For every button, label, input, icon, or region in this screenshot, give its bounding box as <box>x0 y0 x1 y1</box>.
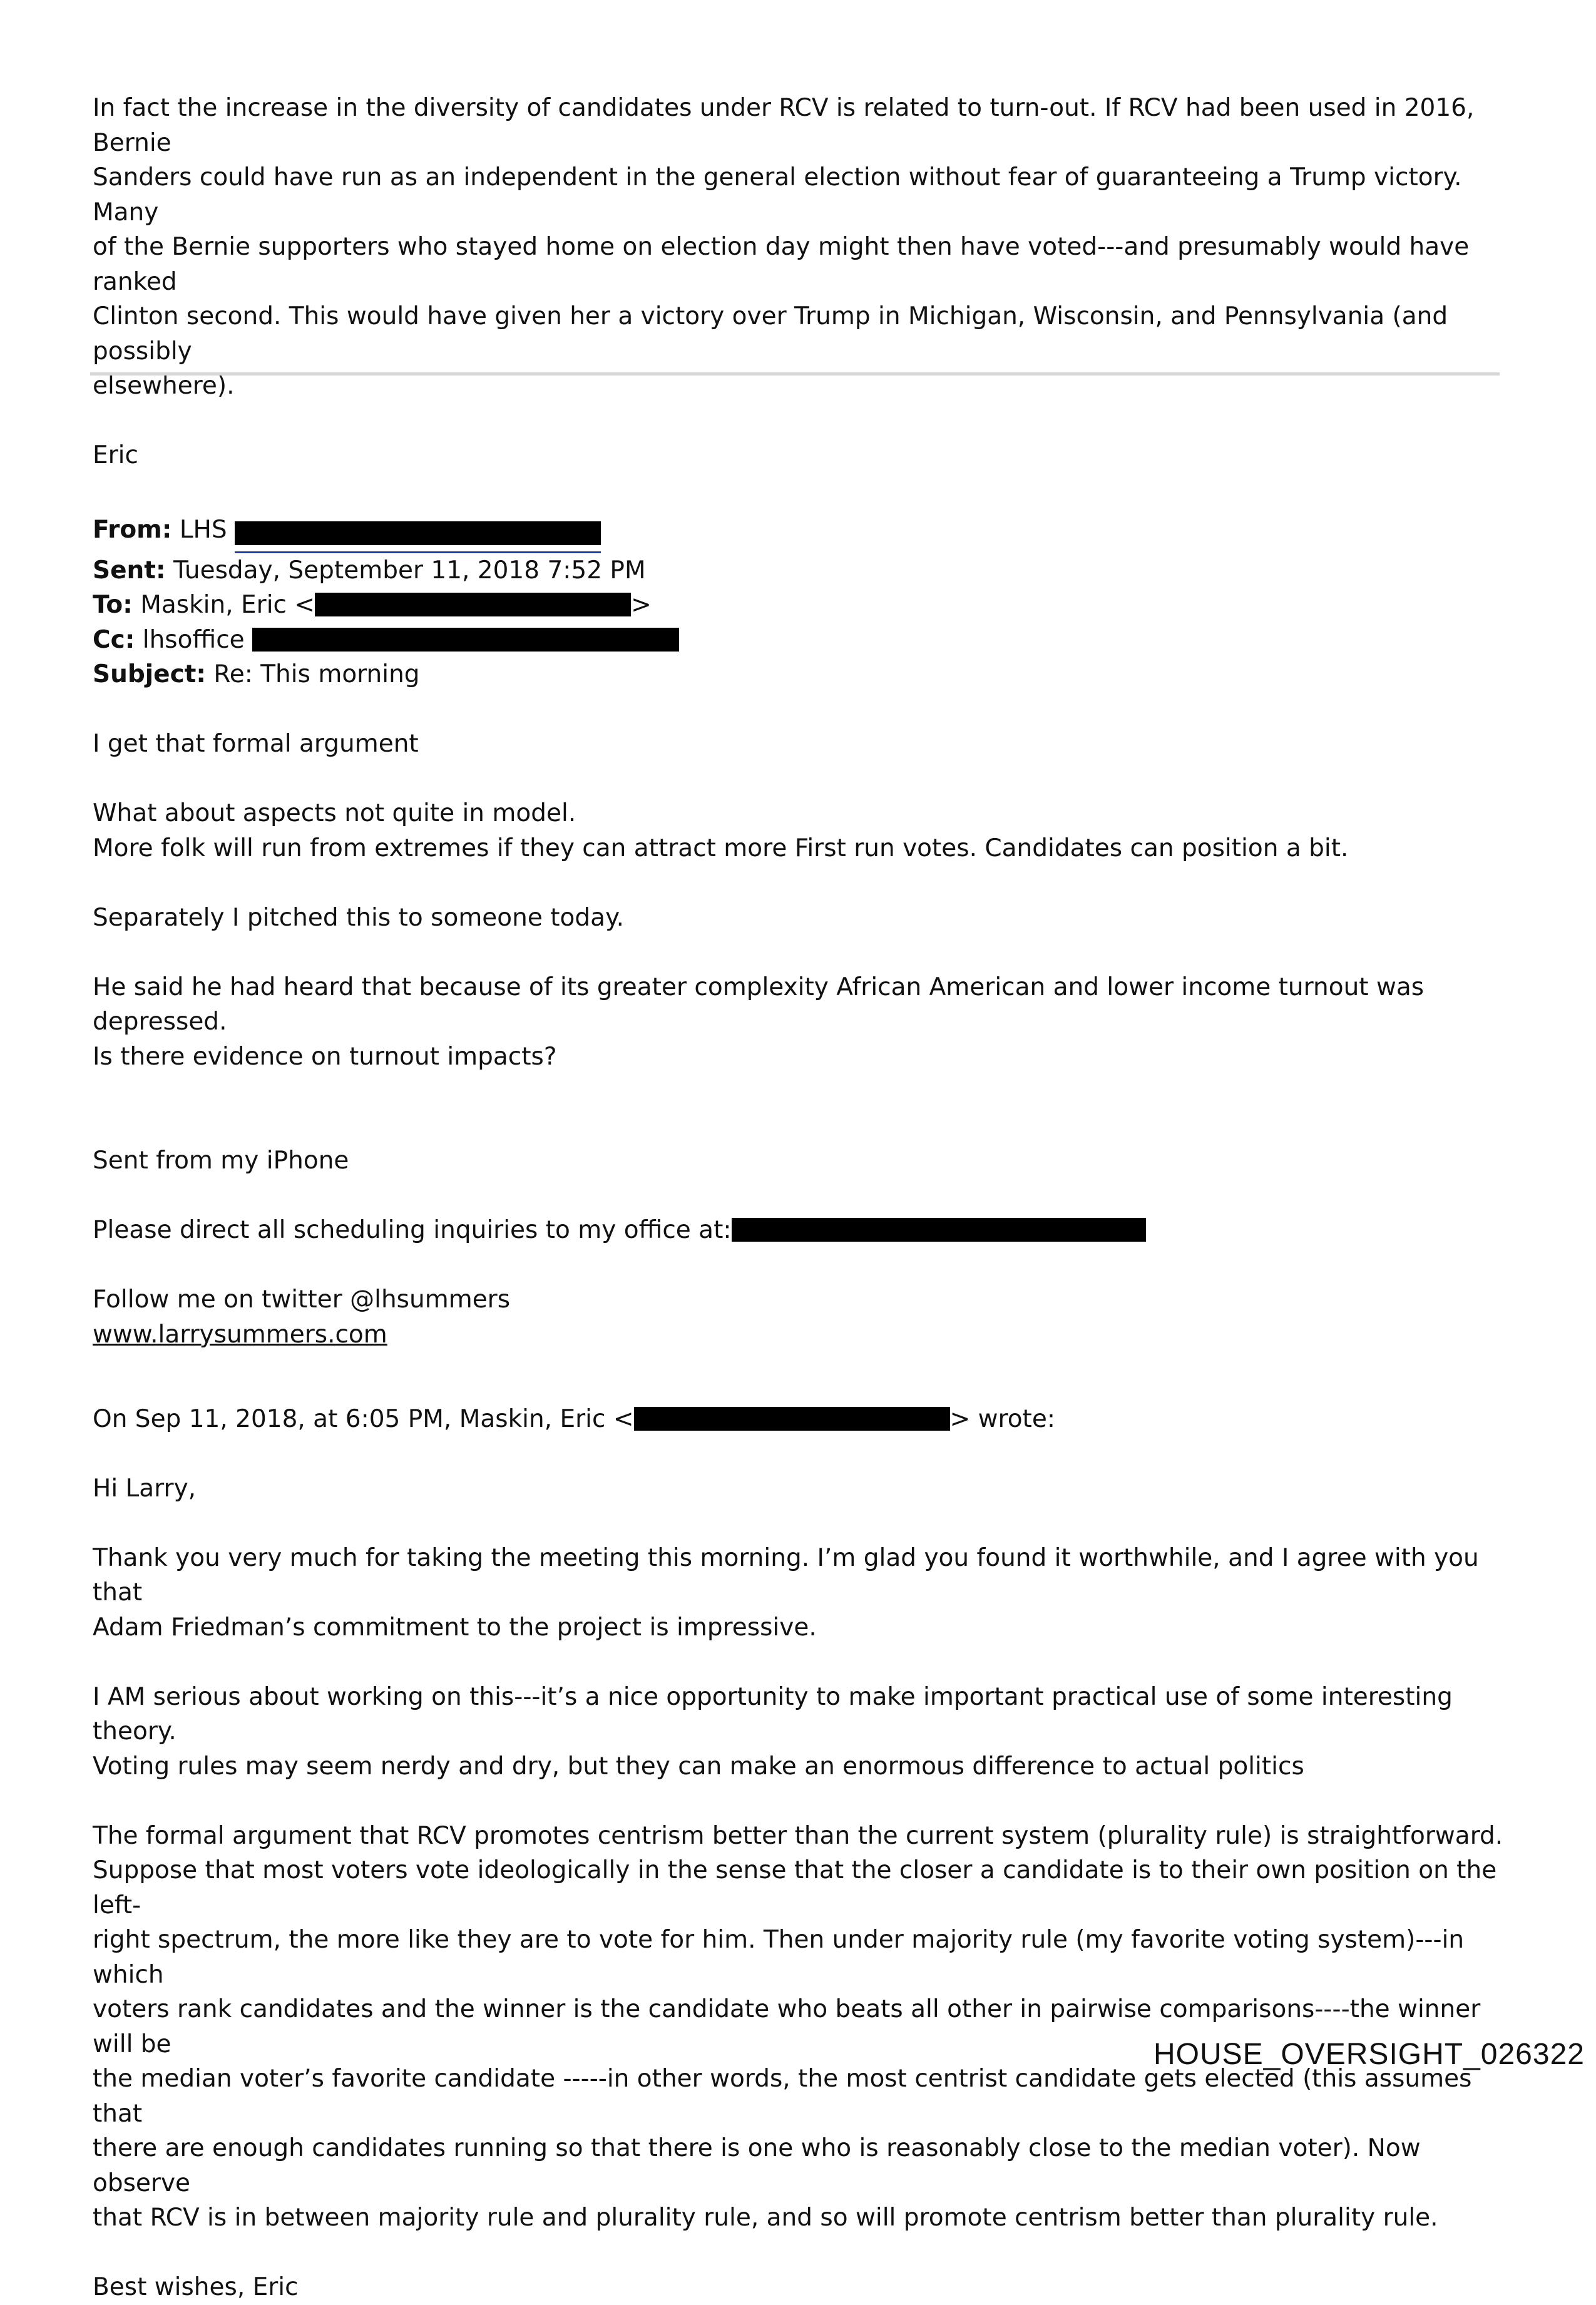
header-divider <box>90 372 1500 376</box>
quoted-line: voters rank candidates and the winner is the candidate who beats all other in pairwise comparisons----the winner will be <box>93 1995 1481 2058</box>
quoted-line: the median voter’s favorite candidate -----in other words, the most centrist candidate gets elected (this assumes that <box>93 2065 1472 2128</box>
quoted-line: I AM serious about working on this---it’s a nice opportunity to make important practical use of some interesting theory. <box>93 1682 1453 1745</box>
message-line: I get that formal argument <box>93 730 419 758</box>
quoted-line: Suppose that most voters vote ideologically in the sense that the closer a candidate is to their own position on the left- <box>93 1856 1497 1919</box>
redaction-to-email <box>315 593 631 616</box>
email-header <box>93 513 1507 692</box>
to-label: To: <box>93 591 133 619</box>
from-value: LHS <box>179 516 227 544</box>
quoted-line: Thank you very much for taking the meeting this morning. I’m glad you found it worthwhile, and I agree with you that <box>93 1543 1479 1607</box>
header-sent <box>93 553 1507 588</box>
message-line: Separately I pitched this to someone today. <box>93 903 624 932</box>
cc-label: Cc: <box>93 625 135 654</box>
cc-value: lhsoffice <box>142 625 245 654</box>
twitter-line: Follow me on twitter @lhsummers <box>93 1285 511 1314</box>
attribution-start: On Sep 11, 2018, at 6:05 PM, Maskin, Eric < <box>93 1404 634 1433</box>
quoted-line: there are enough candidates running so that there is one who is reasonably close to the median voter). Now observe <box>93 2134 1421 2197</box>
reply-line: of the Bernie supporters who stayed home on election day might then have voted---and presumably would have ranked <box>93 233 1470 296</box>
message-line: Is there evidence on turnout impacts? <box>93 1042 557 1071</box>
attribution-end: > wrote: <box>949 1404 1055 1433</box>
subject-label: Subject: <box>93 660 206 688</box>
quoted-line: The formal argument that RCV promotes centrism better than the current system (plurality rule) is straightforward. <box>93 1821 1503 1850</box>
bates-number: HOUSE_OVERSIGHT_026322 <box>1154 2038 1585 2071</box>
reply-line: elsewhere). <box>93 372 235 400</box>
website-link[interactable]: www.larrysummers.com <box>93 1320 387 1349</box>
quoted-greeting: Hi Larry, <box>93 1474 197 1503</box>
message-line: More folk will run from extremes if they can attract more First run votes. Candidates can position a bit. <box>93 834 1349 862</box>
sent-value: Tuesday, September 11, 2018 7:52 PM <box>173 556 646 585</box>
redaction-sender-email <box>634 1407 950 1431</box>
quoted-line: Voting rules may seem nerdy and dry, but they can make an enormous difference to actual politics <box>93 1752 1304 1781</box>
scheduling-text: Please direct all scheduling inquiries to my office at: <box>93 1216 732 1244</box>
header-cc <box>93 623 1507 658</box>
reply-line: Clinton second. This would have given her a victory over Trump in Michigan, Wisconsin, and Pennsylvania (and possibly <box>93 302 1448 365</box>
redaction-cc-email <box>252 628 679 652</box>
website-line <box>93 1317 1507 1352</box>
to-close: > <box>631 591 652 619</box>
quoted-line: Adam Friedman’s commitment to the project is impressive. <box>93 1613 817 1642</box>
redaction-from-email <box>235 516 601 553</box>
reply-signature: Eric <box>93 441 138 469</box>
quoted-closing: Best wishes, Eric <box>93 2273 299 2301</box>
email-document <box>93 91 1507 2305</box>
message-line: What about aspects not quite in model. <box>93 799 576 827</box>
quoted-line: that RCV is in between majority rule and plurality rule, and so will promote centrism better than plurality rule. <box>93 2204 1438 2232</box>
reply-line: In fact the increase in the diversity of candidates under RCV is related to turn-out. If RCV had been used in 2016, Bernie <box>93 94 1475 157</box>
from-label: From: <box>93 516 172 544</box>
header-from <box>93 513 1507 553</box>
quoted-attribution <box>93 1402 1507 1437</box>
header-subject <box>93 657 1507 692</box>
reply-line: Sanders could have run as an independent in the general election without fear of guaranteeing a Trump victory. Many <box>93 163 1462 227</box>
quoted-line: right spectrum, the more like they are to vote for him. Then under majority rule (my favorite voting system)---in which <box>93 1926 1465 1989</box>
redaction-office-email <box>732 1218 1146 1242</box>
message-line: He said he had heard that because of its greater complexity African American and lower income turnout was depressed. <box>93 973 1425 1036</box>
sent-label: Sent: <box>93 556 166 585</box>
header-to <box>93 588 1507 623</box>
subject-value: Re: This morning <box>213 660 420 688</box>
scheduling-line <box>93 1213 1507 1248</box>
to-value: Maskin, Eric < <box>140 591 315 619</box>
sent-from-signature: Sent from my iPhone <box>93 1147 349 1175</box>
